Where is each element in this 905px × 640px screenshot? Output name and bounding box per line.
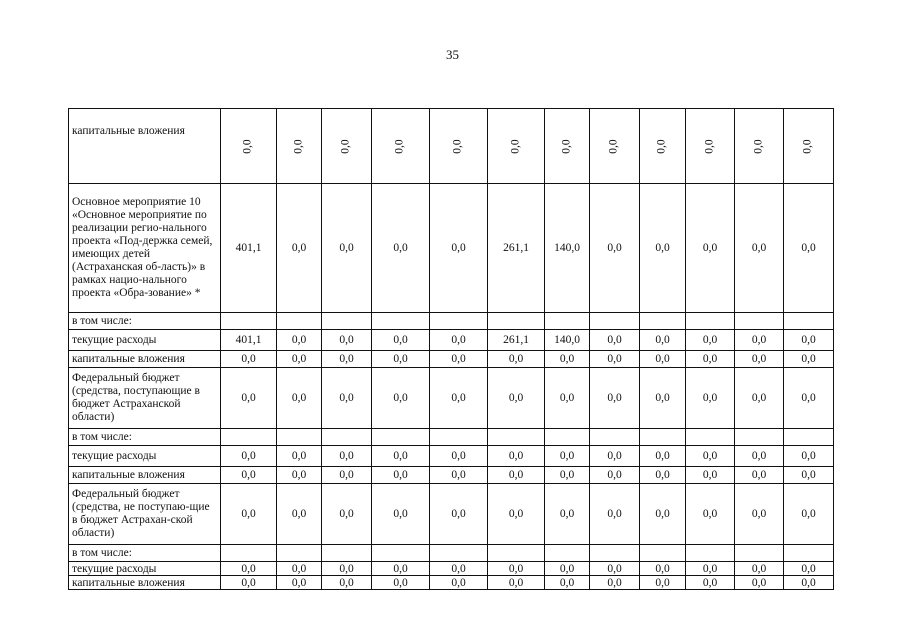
cell-value: [735, 109, 784, 184]
cell-value: 0,0: [221, 351, 277, 368]
cell-value: [590, 109, 640, 184]
cell-value: 0,0: [686, 351, 735, 368]
rotated-value: 0,0: [703, 138, 716, 154]
cell-value: 0,0: [590, 562, 640, 576]
cell-value: 0,0: [322, 351, 372, 368]
cell-value: 0,0: [784, 351, 834, 368]
cell-value: 0,0: [545, 351, 590, 368]
cell-value: 0,0: [640, 576, 686, 590]
row-label: Основное мероприятие 10 «Основное мероприятие по реализации регио-нального проекта «Под-держка семей, имеющих детей (Астраханская об-ласть)» в рамках нацио-нального проекта «Обра-зование» *: [69, 184, 221, 313]
cell-value: 0,0: [640, 467, 686, 484]
cell-value: [545, 313, 590, 330]
rotated-value: 0,0: [656, 138, 668, 154]
cell-value: 0,0: [322, 484, 372, 545]
cell-value: 0,0: [640, 184, 686, 313]
cell-value: 0,0: [735, 368, 784, 429]
cell-value: 0,0: [590, 576, 640, 590]
rotated-value: 0,0: [509, 138, 522, 154]
cell-value: [221, 109, 277, 184]
cell-value: 261,1: [488, 184, 545, 313]
row-label: капитальные вложения: [69, 109, 221, 184]
cell-value: 0,0: [277, 368, 322, 429]
rotated-value: 0,0: [560, 138, 573, 154]
cell-value: 0,0: [545, 446, 590, 467]
table-row: [69, 545, 834, 562]
cell-value: [277, 313, 322, 330]
table-row: [69, 576, 834, 590]
cell-value: 0,0: [488, 562, 545, 576]
cell-value: 0,0: [640, 562, 686, 576]
cell-value: 0,0: [784, 368, 834, 429]
cell-value: 0,0: [372, 330, 430, 351]
cell-value: 0,0: [430, 184, 488, 313]
cell-value: 0,0: [488, 467, 545, 484]
cell-value: 0,0: [545, 467, 590, 484]
cell-value: 0,0: [430, 368, 488, 429]
rotated-value: 0,0: [340, 138, 352, 154]
cell-value: 0,0: [590, 467, 640, 484]
table-row: [69, 562, 834, 576]
cell-value: [488, 109, 545, 184]
cell-value: [322, 429, 372, 446]
cell-value: 0,0: [735, 184, 784, 313]
cell-value: 0,0: [488, 368, 545, 429]
table-row: [69, 351, 834, 368]
cell-value: [686, 313, 735, 330]
cell-value: [430, 429, 488, 446]
cell-value: 0,0: [735, 484, 784, 545]
cell-value: 0,0: [372, 484, 430, 545]
cell-value: 0,0: [590, 446, 640, 467]
cell-value: 401,1: [221, 184, 277, 313]
rotated-value: 0,0: [752, 138, 765, 154]
cell-value: 0,0: [735, 576, 784, 590]
cell-value: [735, 429, 784, 446]
cell-value: [545, 429, 590, 446]
cell-value: 0,0: [640, 351, 686, 368]
cell-value: [322, 545, 372, 562]
cell-value: 0,0: [735, 351, 784, 368]
table-row: [69, 184, 834, 313]
cell-value: 0,0: [277, 484, 322, 545]
cell-value: [784, 545, 834, 562]
cell-value: 0,0: [545, 576, 590, 590]
cell-value: [784, 313, 834, 330]
cell-value: [322, 313, 372, 330]
cell-value: 0,0: [640, 484, 686, 545]
cell-value: 0,0: [686, 330, 735, 351]
cell-value: 0,0: [322, 368, 372, 429]
row-label: капитальные вложения: [69, 351, 221, 368]
table-row: [69, 467, 834, 484]
row-label: в том числе:: [69, 313, 221, 330]
cell-value: [784, 109, 834, 184]
cell-value: 0,0: [640, 446, 686, 467]
row-label: текущие расходы: [69, 330, 221, 351]
cell-value: [277, 545, 322, 562]
row-label: Федеральный бюджет (средства, поступающие в бюджет Астраханской области): [69, 368, 221, 429]
cell-value: 0,0: [221, 484, 277, 545]
row-label: Федеральный бюджет (средства, не поступаю-щие в бюджет Астрахан-ской области): [69, 484, 221, 545]
cell-value: 401,1: [221, 330, 277, 351]
cell-value: 0,0: [322, 467, 372, 484]
cell-value: 140,0: [545, 184, 590, 313]
row-label: в том числе:: [69, 429, 221, 446]
cell-value: 0,0: [277, 576, 322, 590]
cell-value: 0,0: [640, 330, 686, 351]
cell-value: [322, 109, 372, 184]
cell-value: 0,0: [784, 484, 834, 545]
table-row: [69, 109, 834, 184]
cell-value: 0,0: [277, 446, 322, 467]
rotated-value: 0,0: [394, 138, 406, 154]
cell-value: 0,0: [686, 446, 735, 467]
cell-value: 0,0: [735, 446, 784, 467]
cell-value: [430, 545, 488, 562]
cell-value: [221, 429, 277, 446]
cell-value: 0,0: [784, 184, 834, 313]
cell-value: 0,0: [590, 484, 640, 545]
cell-value: 0,0: [488, 446, 545, 467]
cell-value: 0,0: [784, 467, 834, 484]
cell-value: 0,0: [372, 446, 430, 467]
cell-value: 0,0: [430, 484, 488, 545]
cell-value: 0,0: [590, 368, 640, 429]
row-label: текущие расходы: [69, 562, 221, 576]
cell-value: [640, 109, 686, 184]
cell-value: [545, 109, 590, 184]
rotated-value: 0,0: [608, 138, 620, 154]
cell-value: [372, 109, 430, 184]
cell-value: 0,0: [686, 184, 735, 313]
cell-value: [590, 545, 640, 562]
cell-value: 0,0: [277, 562, 322, 576]
cell-value: 0,0: [322, 576, 372, 590]
cell-value: 0,0: [735, 467, 784, 484]
cell-value: 0,0: [277, 467, 322, 484]
cell-value: 0,0: [277, 330, 322, 351]
row-label: текущие расходы: [69, 446, 221, 467]
cell-value: 0,0: [221, 446, 277, 467]
cell-value: [590, 313, 640, 330]
cell-value: 0,0: [430, 562, 488, 576]
cell-value: 0,0: [372, 184, 430, 313]
cell-value: 0,0: [372, 576, 430, 590]
cell-value: 0,0: [322, 330, 372, 351]
cell-value: [372, 545, 430, 562]
cell-value: [221, 545, 277, 562]
cell-value: 0,0: [221, 368, 277, 429]
cell-value: 0,0: [590, 351, 640, 368]
cell-value: [545, 545, 590, 562]
table-row: [69, 330, 834, 351]
cell-value: 261,1: [488, 330, 545, 351]
cell-value: [430, 313, 488, 330]
cell-value: 0,0: [545, 562, 590, 576]
cell-value: 0,0: [686, 467, 735, 484]
cell-value: 0,0: [488, 351, 545, 368]
rotated-value: 0,0: [452, 138, 464, 154]
cell-value: 0,0: [322, 446, 372, 467]
cell-value: 0,0: [430, 330, 488, 351]
cell-value: [590, 429, 640, 446]
cell-value: 0,0: [372, 351, 430, 368]
cell-value: 0,0: [784, 562, 834, 576]
cell-value: 0,0: [221, 467, 277, 484]
cell-value: 0,0: [686, 484, 735, 545]
cell-value: 0,0: [735, 330, 784, 351]
cell-value: 0,0: [372, 368, 430, 429]
table-row: [69, 429, 834, 446]
cell-value: 0,0: [322, 184, 372, 313]
cell-value: 0,0: [430, 446, 488, 467]
cell-value: 0,0: [735, 562, 784, 576]
cell-value: 0,0: [686, 576, 735, 590]
cell-value: 0,0: [221, 576, 277, 590]
cell-value: [372, 429, 430, 446]
cell-value: 0,0: [430, 351, 488, 368]
cell-value: 0,0: [640, 368, 686, 429]
cell-value: 0,0: [590, 330, 640, 351]
page-number: 35: [446, 47, 459, 62]
cell-value: 0,0: [488, 484, 545, 545]
cell-value: 0,0: [784, 330, 834, 351]
cell-value: 0,0: [277, 184, 322, 313]
cell-value: [686, 545, 735, 562]
cell-value: [221, 313, 277, 330]
cell-value: [735, 313, 784, 330]
cell-value: [488, 313, 545, 330]
rotated-value: 0,0: [802, 138, 814, 154]
cell-value: [488, 429, 545, 446]
cell-value: [277, 429, 322, 446]
cell-value: 0,0: [372, 467, 430, 484]
cell-value: 0,0: [545, 368, 590, 429]
row-label: капитальные вложения: [69, 467, 221, 484]
cell-value: 0,0: [372, 562, 430, 576]
budget-table: [68, 108, 834, 590]
rotated-value: 0,0: [242, 138, 254, 154]
cell-value: 0,0: [488, 576, 545, 590]
cell-value: [640, 429, 686, 446]
cell-value: [372, 313, 430, 330]
cell-value: [488, 545, 545, 562]
rotated-value: 0,0: [292, 138, 305, 154]
table-row: [69, 313, 834, 330]
cell-value: [640, 545, 686, 562]
row-label: в том числе:: [69, 545, 221, 562]
cell-value: 0,0: [277, 351, 322, 368]
cell-value: 0,0: [686, 562, 735, 576]
cell-value: [640, 313, 686, 330]
cell-value: 0,0: [430, 467, 488, 484]
cell-value: 0,0: [686, 368, 735, 429]
cell-value: [686, 429, 735, 446]
cell-value: 0,0: [430, 576, 488, 590]
cell-value: 0,0: [784, 446, 834, 467]
table-row: [69, 484, 834, 545]
cell-value: 0,0: [545, 484, 590, 545]
cell-value: 140,0: [545, 330, 590, 351]
row-label: капитальные вложения: [69, 576, 221, 590]
cell-value: [277, 109, 322, 184]
table-row: [69, 446, 834, 467]
cell-value: 0,0: [221, 562, 277, 576]
cell-value: 0,0: [322, 562, 372, 576]
cell-value: [430, 109, 488, 184]
cell-value: 0,0: [590, 184, 640, 313]
cell-value: [735, 545, 784, 562]
cell-value: 0,0: [784, 576, 834, 590]
cell-value: [784, 429, 834, 446]
table-row: [69, 368, 834, 429]
cell-value: [686, 109, 735, 184]
